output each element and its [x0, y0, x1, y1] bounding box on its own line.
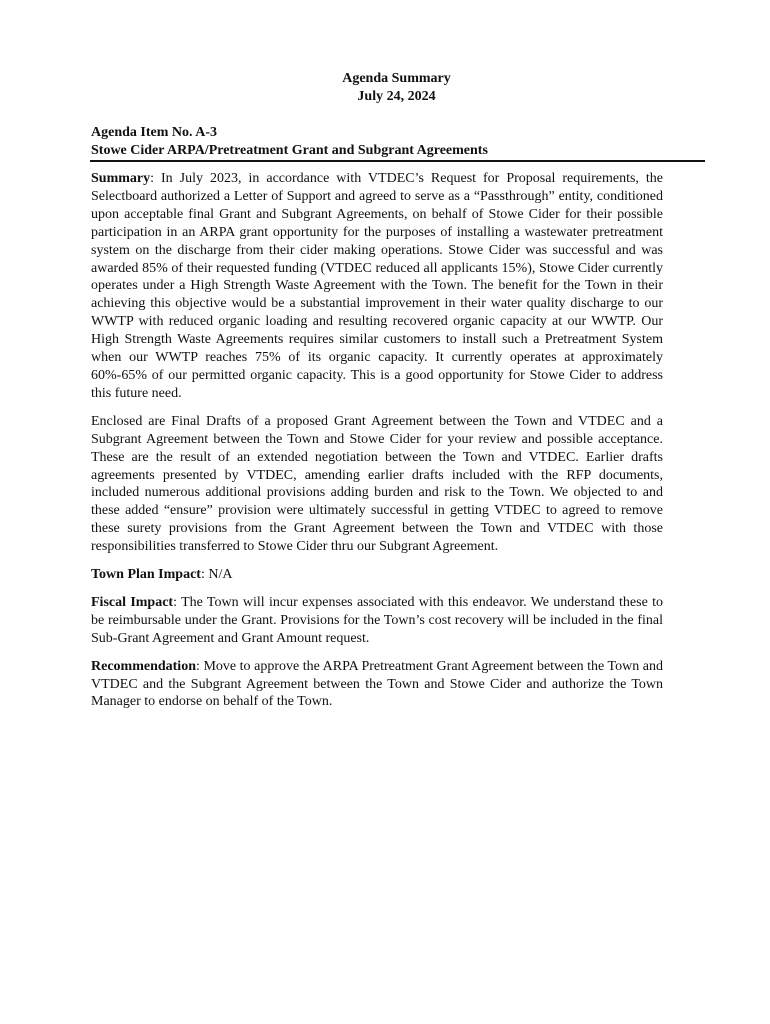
town-plan-impact-paragraph [91, 566, 663, 584]
heading-divider [90, 160, 705, 162]
town-plan-impact-text: N/A [208, 567, 233, 583]
agenda-item-heading [91, 124, 705, 160]
fiscal-impact-text: The Town will incur expenses associated with this endeavor. We understand these to be reimbursable under the Grant. Provisions for the Town’s cost recovery will be included in the final Sub-Grant Agreement and Grant Amount request. [91, 594, 664, 646]
document-body [91, 170, 663, 721]
agenda-item-number: Agenda Item No. A-3 [91, 125, 217, 140]
recommendation-label: Recommendation [91, 658, 196, 674]
meeting-date: July 24, 2024 [357, 89, 436, 104]
recommendation-text: Move to approve the ARPA Pretreatment Grant Agreement between the Town and VTDEC and the Subgrant Agreement between the Town and Stowe Cider and authorize the Town Manager to endorse on behalf of the Town. [91, 658, 663, 710]
agenda-item-subject: Stowe Cider ARPA/Pretreatment Grant and Subgrant Agreements [91, 143, 488, 158]
summary-paragraph [91, 170, 663, 403]
summary-label: Summary [91, 171, 151, 186]
recommendation-paragraph [91, 658, 663, 712]
enclosed-paragraph [91, 413, 663, 556]
document-header [0, 70, 770, 106]
enclosed-text: Enclosed are Final Drafts of a proposed Grant Agreement between the Town and VTDEC and a Subgrant Agreement between the Town and Stowe Cider for your review and possible acceptance. These are the result of an extended negotiation between the Town and VTDEC. Earlier drafts agreements presented by VTDEC, amending earlier drafts included with the RFP documents, included numerous additional provisions adding burden and risk to the Town. We objected to and these added “ensure” provision were ultimately successful in getting VTDEC to agreed to remove these surety provisions from the Grant Agreement between the Town and VTDEC with those responsibilities transferred to Stowe Cider thru our Subgrant Agreement. [91, 413, 663, 555]
summary-text: In July 2023, in accordance with VTDEC’s Request for Proposal requirements, the Selectboard authorized a Letter of Support and agreed to serve as a “Passthrough” entity, conditioned upon acceptable final Grant and Subgrant Agreements, on behalf of Stowe Cider for their possible participation in an ARPA grant opportunity for the purposes of installing a wastewater pretreatment system on the discharge from their cider making operations. Stowe Cider was successful and was awarded 85% of their requested funding (VTDEC reduced all applicants 15%), Stowe Cider currently operates under a High Strength Waste Agreement with the Town. The benefit for the Town in their achieving this objective would be a substantial improvement in their water quality discharge to our WWTP with reduced organic loading and resulting recovered organic capacity at our WWTP. Our High Strength Waste Agreements requires similar customers to install such a Pretreatment System when our WWTP reaches 75% of its organic capacity. It currently operates at approximately 60%-65% of our permitted organic capacity. This is a good opportunity for Stowe Cider to address this future need. [91, 171, 664, 401]
fiscal-impact-paragraph [91, 594, 663, 648]
fiscal-impact-label: Fiscal Impact [91, 594, 174, 610]
fiscal-impact-separator: : [173, 594, 182, 610]
town-plan-impact-separator: : [200, 567, 209, 583]
town-plan-impact-label: Town Plan Impact [91, 567, 201, 583]
summary-separator: : [150, 171, 162, 186]
document-title: Agenda Summary [342, 71, 451, 86]
recommendation-separator: : [196, 658, 204, 674]
